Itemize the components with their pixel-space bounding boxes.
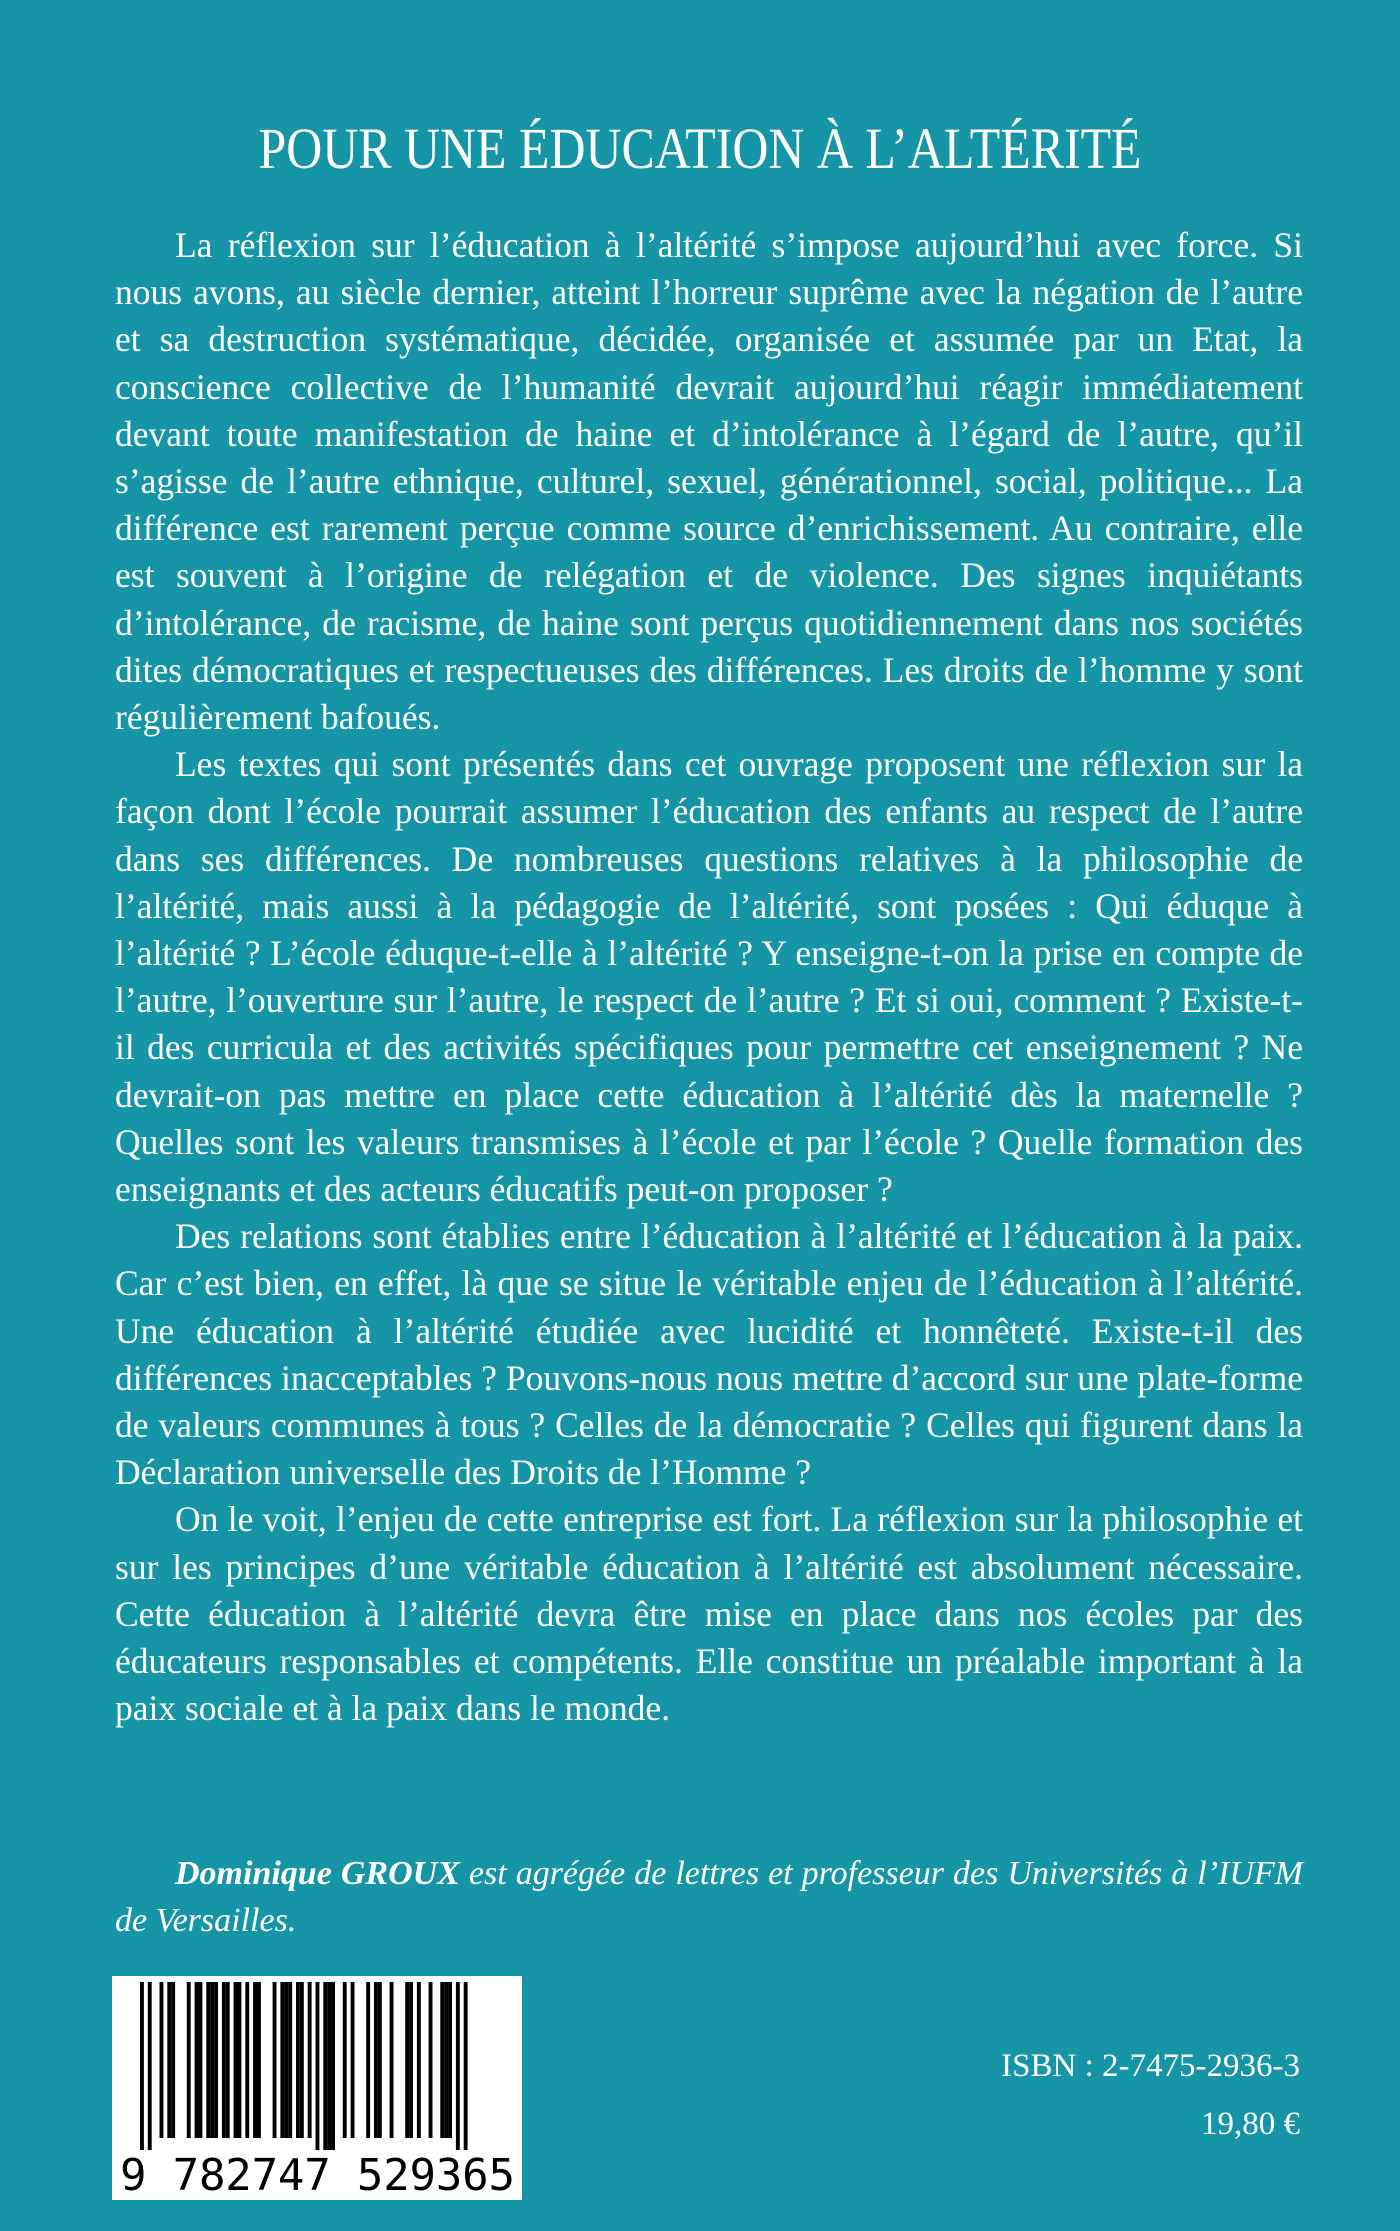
barcode-bar: [366, 1982, 370, 2138]
barcode-bar: [405, 1982, 409, 2138]
barcode-bar: [187, 1982, 191, 2138]
barcode-bar: [280, 1982, 284, 2138]
paragraph-2: Les textes qui sont présentés dans cet ouvrage proposent une réflexion sur la façon dont l’école pourrait assumer l’éducation des enfants au respect de l’autre dans ses différences. De nombreuses questions relatives à la philosophie de l’altérité, mais aussi à la pédagogie de l’altérité, sont posées : Qui éduque à l’altérité ? L’école éduque-t-elle à l’altérité ? Y enseigne-t-on la prise en compte de l’autre, l’ouverture sur l’autre, le respect de l’autre ? Et si oui, comment ? Existe-t-il des curricula et des activités spécifiques pour permettre cet enseignement ? Ne devrait-on pas mettre en place cette éducation à l’altérité dès la maternelle ? Quelles sont les valeurs transmises à l’école et par l’école ? Quelle formation des enseignants et des acteurs éducatifs peut-on proposer ?: [115, 744, 1303, 1210]
isbn: ISBN : 2-7475-2936-3: [1001, 2048, 1300, 2084]
barcode-bar: [195, 1982, 199, 2138]
paragraph-3: Des relations sont établies entre l’éducation à l’altérité et l’éducation à la paix. Car c’est bien, en effet, là que se situe le véritable enjeu de l’éducation à l’altérité. Une éducation à l’altérité étudiée avec lucidité et honnêteté. Existe-t-il des différences inacceptables ? Pouvons-nous nous mettre d’accord sur une plate-forme de valeurs communes à tous ? Celles de la démocratie ? Celles qui figurent dans la Déclaration universelle des Droits de l’Homme ?: [115, 1216, 1303, 1493]
barcode-bar: [210, 1982, 214, 2138]
barcode-bar: [343, 1982, 347, 2138]
barcode-bar: [327, 1982, 331, 2150]
barcode-bar: [167, 1982, 171, 2138]
barcode-bar: [316, 1982, 320, 2150]
barcode-bar: [257, 1982, 261, 2138]
author-bio-text: est agrégée de lettres et professeur des Universités à l’IUFM de Versailles.: [115, 1855, 1303, 1939]
price: 19,80 €: [1201, 2106, 1300, 2142]
barcode-bar: [351, 1982, 355, 2138]
barcode-bar: [296, 1982, 300, 2138]
barcode-bar: [444, 1982, 448, 2138]
barcode-bar: [429, 1982, 433, 2138]
barcode-bar: [160, 1982, 164, 2138]
barcode-bar: [331, 1982, 335, 2150]
paragraph-4: On le voit, l’enjeu de cette entreprise est fort. La réflexion sur la philosophie et sur les principes d’une véritable éducation à l’altérité est absolument nécessaire. Cette éducation à l’altérité devra être mise en place dans nos écoles par des éducateurs responsables et compétents. Elle constitue un préalable important à la paix sociale et à la paix dans le monde.: [115, 1499, 1303, 1729]
barcode-bar: [378, 1982, 382, 2138]
barcode-bar: [253, 1982, 257, 2138]
barcode-bar: [448, 1982, 452, 2138]
barcode-bar: [273, 1982, 277, 2138]
barcode-bar: [417, 1982, 421, 2138]
barcode-bar: [206, 1982, 210, 2138]
barcode-graphic: [112, 1976, 522, 2200]
barcode-bar: [300, 1982, 304, 2138]
author-name: Dominique GROUX: [175, 1855, 460, 1892]
barcode: [112, 1976, 522, 2200]
barcode-bar: [234, 1982, 238, 2138]
author-bio: [115, 1850, 1303, 1944]
barcode-bar: [323, 1982, 327, 2150]
barcode-bar: [409, 1982, 413, 2138]
barcode-bar: [226, 1982, 230, 2138]
barcode-bar: [238, 1982, 242, 2138]
barcode-bar: [288, 1982, 292, 2138]
barcode-bar: [390, 1982, 394, 2138]
barcode-bar: [214, 1982, 218, 2138]
barcode-bar: [374, 1982, 378, 2138]
paragraph-1: La réflexion sur l’éducation à l’altérité s’impose aujourd’hui avec force. Si nous avons, au siècle dernier, atteint l’horreur suprême avec la négation de l’autre et sa destruction systématique, décidée, organisée et assumée par un Etat, la conscience collective de l’humanité devrait aujourd’hui réagir immédiatement devant toute manifestation de haine et d’intolérance à l’égard de l’autre, qu’il s’agisse de l’autre ethnique, culturel, sexuel, générationnel, social, politique... La différence est rarement perçue comme source d’enrichissement. Au contraire, elle est souvent à l’origine de relégation et de violence. Des signes inquiétants d’intolérance, de racisme, de haine sont perçus quotidiennement dans nos sociétés dites démocratiques et respectueuses des différences. Les droits de l’homme y sont régulièrement bafoués.: [115, 225, 1303, 738]
back-cover-text: [115, 222, 1303, 1733]
barcode-bar: [140, 1982, 144, 2150]
barcode-bar: [199, 1982, 203, 2138]
barcode-bar: [440, 1982, 444, 2138]
barcode-bar: [171, 1982, 175, 2138]
barcode-bar: [308, 1982, 312, 2138]
barcode-number: 9 782747 529365: [120, 2150, 515, 2200]
barcode-bar: [222, 1982, 226, 2138]
barcode-bar: [284, 1982, 288, 2138]
barcode-bar: [148, 1982, 152, 2150]
barcode-bar: [464, 1982, 468, 2150]
barcode-bar: [245, 1982, 249, 2138]
book-title: POUR UNE ÉDUCATION À L’ALTÉRITÉ: [258, 116, 1142, 181]
barcode-bar: [456, 1982, 460, 2150]
